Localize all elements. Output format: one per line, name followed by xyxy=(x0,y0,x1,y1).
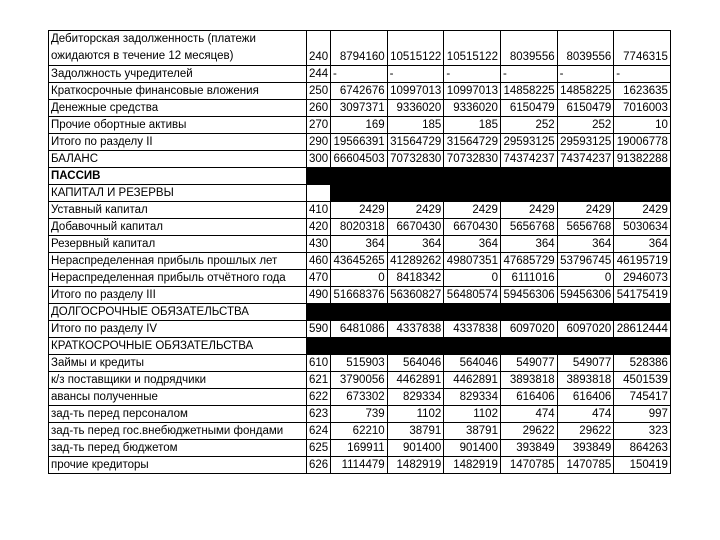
value-cell: 70732830 xyxy=(444,151,501,168)
value-cell: 829334 xyxy=(444,389,501,406)
value-cell: 8020318 xyxy=(331,219,388,236)
row-label: Прочие обортные активы xyxy=(49,117,307,134)
row-code: 290 xyxy=(307,134,331,151)
value-cell: 1102 xyxy=(444,406,501,423)
row-code: 626 xyxy=(307,457,331,474)
value-cell: 66604503 xyxy=(331,151,388,168)
value-cell: 4501539 xyxy=(614,372,671,389)
black-fill-cell xyxy=(331,168,671,185)
row-label: Займы и кредиты xyxy=(49,355,307,372)
row-code: 623 xyxy=(307,406,331,423)
table-row xyxy=(49,151,671,168)
section-title: КРАТКОСРОЧНЫЕ ОБЯЗАТЕЛЬСТВА xyxy=(49,338,307,355)
row-label: авансы полученные xyxy=(49,389,307,406)
value-cell: 47685729 xyxy=(500,253,557,270)
value-cell: 49807351 xyxy=(444,253,501,270)
table-row xyxy=(49,202,671,219)
value-cell: 2429 xyxy=(444,202,501,219)
value-cell: 1102 xyxy=(387,406,444,423)
value-cell: 364 xyxy=(614,236,671,253)
value-cell: 56360827 xyxy=(387,287,444,304)
section-title: КАПИТАЛ И РЕЗЕРВЫ xyxy=(49,185,307,202)
row-code: 622 xyxy=(307,389,331,406)
value-cell: 14858225 xyxy=(500,83,557,100)
row-label: Итого по разделу II xyxy=(49,134,307,151)
row-label: Итого по разделу IV xyxy=(49,321,307,338)
row-code: 470 xyxy=(307,270,331,287)
value-cell: 59456306 xyxy=(557,287,614,304)
row-code: 490 xyxy=(307,287,331,304)
table-row xyxy=(49,440,671,457)
value-cell: 4337838 xyxy=(444,321,501,338)
value-cell: 46195719 xyxy=(614,253,671,270)
value-cell: 1470785 xyxy=(557,457,614,474)
value-cell: 829334 xyxy=(387,389,444,406)
row-code: 260 xyxy=(307,100,331,117)
value-cell: 474 xyxy=(557,406,614,423)
value-cell: 3790056 xyxy=(331,372,388,389)
value-cell: 616406 xyxy=(500,389,557,406)
value-cell: 2429 xyxy=(614,202,671,219)
value-cell: 169911 xyxy=(331,440,388,457)
value-cell: 7746315 xyxy=(614,31,671,66)
row-label: Резервный капитал xyxy=(49,236,307,253)
value-cell: 549077 xyxy=(557,355,614,372)
value-cell: 6670430 xyxy=(387,219,444,236)
value-cell: 2429 xyxy=(500,202,557,219)
row-code: 420 xyxy=(307,219,331,236)
black-fill-cell xyxy=(331,338,671,355)
value-cell: 19566391 xyxy=(331,134,388,151)
row-label: Денежные средства xyxy=(49,100,307,117)
table-row xyxy=(49,134,671,151)
value-cell: 393849 xyxy=(557,440,614,457)
row-code: 244 xyxy=(307,66,331,83)
value-cell: 10997013 xyxy=(444,83,501,100)
black-fill-cell xyxy=(331,185,671,202)
row-label: зад-ть перед персоналом xyxy=(49,406,307,423)
value-cell: 364 xyxy=(331,236,388,253)
value-cell: 901400 xyxy=(387,440,444,457)
row-code: 590 xyxy=(307,321,331,338)
value-cell: 0 xyxy=(557,270,614,287)
value-cell: 185 xyxy=(387,117,444,134)
value-cell: 6097020 xyxy=(500,321,557,338)
value-cell: 6097020 xyxy=(557,321,614,338)
value-cell: 31564729 xyxy=(387,134,444,151)
table-row xyxy=(49,287,671,304)
row-code: 270 xyxy=(307,117,331,134)
value-cell: - xyxy=(500,66,557,83)
code-cell xyxy=(307,185,331,202)
value-cell: 74374237 xyxy=(500,151,557,168)
value-cell: 70732830 xyxy=(387,151,444,168)
value-cell: 564046 xyxy=(387,355,444,372)
table-row xyxy=(49,236,671,253)
value-cell: 673302 xyxy=(331,389,388,406)
table-row xyxy=(49,66,671,83)
value-cell: 59456306 xyxy=(500,287,557,304)
value-cell: 5656768 xyxy=(557,219,614,236)
row-label: Нераспределенная прибыль отчётного года xyxy=(49,270,307,287)
table-row xyxy=(49,83,671,100)
row-code: 460 xyxy=(307,253,331,270)
code-cell xyxy=(307,304,331,321)
value-cell: 1114479 xyxy=(331,457,388,474)
value-cell: 10 xyxy=(614,117,671,134)
value-cell: 38791 xyxy=(387,423,444,440)
value-cell: 10515122 xyxy=(387,31,444,66)
value-cell: 9336020 xyxy=(444,100,501,117)
value-cell: 1623635 xyxy=(614,83,671,100)
table-row xyxy=(49,372,671,389)
row-code: 300 xyxy=(307,151,331,168)
value-cell: 3893818 xyxy=(500,372,557,389)
value-cell: 2946073 xyxy=(614,270,671,287)
row-code: 610 xyxy=(307,355,331,372)
row-label: Дебиторская задолженность (платежи ожидаются в течение 12 месяцев) xyxy=(49,31,307,66)
value-cell: 864263 xyxy=(614,440,671,457)
value-cell: - xyxy=(387,66,444,83)
value-cell: 6670430 xyxy=(444,219,501,236)
value-cell: 150419 xyxy=(614,457,671,474)
value-cell: 169 xyxy=(331,117,388,134)
value-cell: 185 xyxy=(444,117,501,134)
value-cell: 29593125 xyxy=(500,134,557,151)
value-cell: 91382288 xyxy=(614,151,671,168)
value-cell: 8039556 xyxy=(500,31,557,66)
section-header-row xyxy=(49,304,671,321)
table-row xyxy=(49,406,671,423)
value-cell: 4462891 xyxy=(444,372,501,389)
row-code: 250 xyxy=(307,83,331,100)
value-cell: 62210 xyxy=(331,423,388,440)
value-cell: 528386 xyxy=(614,355,671,372)
value-cell: 745417 xyxy=(614,389,671,406)
value-cell: - xyxy=(614,66,671,83)
section-header-row xyxy=(49,338,671,355)
value-cell: 364 xyxy=(387,236,444,253)
value-cell: 6111016 xyxy=(500,270,557,287)
table-row xyxy=(49,100,671,117)
row-label: Краткосрочные финансовые вложения xyxy=(49,83,307,100)
value-cell: 616406 xyxy=(557,389,614,406)
value-cell: 29593125 xyxy=(557,134,614,151)
row-code: 621 xyxy=(307,372,331,389)
value-cell: 8794160 xyxy=(331,31,388,66)
value-cell: 6742676 xyxy=(331,83,388,100)
row-label: Итого по разделу III xyxy=(49,287,307,304)
value-cell: 38791 xyxy=(444,423,501,440)
value-cell: 6150479 xyxy=(500,100,557,117)
value-cell: 4337838 xyxy=(387,321,444,338)
table-row xyxy=(49,31,671,66)
value-cell: 364 xyxy=(500,236,557,253)
table-row xyxy=(49,117,671,134)
value-cell: - xyxy=(331,66,388,83)
value-cell: 1470785 xyxy=(500,457,557,474)
value-cell: 3893818 xyxy=(557,372,614,389)
table-row xyxy=(49,321,671,338)
value-cell: 8039556 xyxy=(557,31,614,66)
value-cell: 31564729 xyxy=(444,134,501,151)
row-code: 624 xyxy=(307,423,331,440)
section-header-row xyxy=(49,185,671,202)
value-cell: 6150479 xyxy=(557,100,614,117)
row-code: 240 xyxy=(307,31,331,66)
section-title: ДОЛГОСРОЧНЫЕ ОБЯЗАТЕЛЬСТВА xyxy=(49,304,307,321)
code-cell xyxy=(307,168,331,185)
value-cell: 3097371 xyxy=(331,100,388,117)
row-label: прочие кредиторы xyxy=(49,457,307,474)
row-label: Задолжность учредителей xyxy=(49,66,307,83)
code-cell xyxy=(307,338,331,355)
value-cell: 41289262 xyxy=(387,253,444,270)
value-cell: 19006778 xyxy=(614,134,671,151)
row-code: 625 xyxy=(307,440,331,457)
value-cell: 8418342 xyxy=(387,270,444,287)
table-row xyxy=(49,389,671,406)
value-cell: 9336020 xyxy=(387,100,444,117)
value-cell: 564046 xyxy=(444,355,501,372)
table-row xyxy=(49,219,671,236)
value-cell: 364 xyxy=(557,236,614,253)
row-label: Нераспределенная прибыль прошлых лет xyxy=(49,253,307,270)
value-cell: 739 xyxy=(331,406,388,423)
value-cell: 10515122 xyxy=(444,31,501,66)
value-cell: 7016003 xyxy=(614,100,671,117)
value-cell: 997 xyxy=(614,406,671,423)
value-cell: 515903 xyxy=(331,355,388,372)
value-cell: - xyxy=(557,66,614,83)
value-cell: 56480574 xyxy=(444,287,501,304)
value-cell: 6481086 xyxy=(331,321,388,338)
row-label: Уставный капитал xyxy=(49,202,307,219)
value-cell: - xyxy=(444,66,501,83)
table-row xyxy=(49,457,671,474)
value-cell: 53796745 xyxy=(557,253,614,270)
value-cell: 29622 xyxy=(557,423,614,440)
value-cell: 1482919 xyxy=(444,457,501,474)
value-cell: 323 xyxy=(614,423,671,440)
value-cell: 29622 xyxy=(500,423,557,440)
row-label: зад-ть перед бюджетом xyxy=(49,440,307,457)
value-cell: 74374237 xyxy=(557,151,614,168)
value-cell: 474 xyxy=(500,406,557,423)
value-cell: 54175419 xyxy=(614,287,671,304)
section-header-row xyxy=(49,168,671,185)
value-cell: 2429 xyxy=(557,202,614,219)
value-cell: 14858225 xyxy=(557,83,614,100)
balance-sheet-table xyxy=(48,30,671,474)
table-row xyxy=(49,270,671,287)
value-cell: 393849 xyxy=(500,440,557,457)
row-label: БАЛАНС xyxy=(49,151,307,168)
value-cell: 2429 xyxy=(331,202,388,219)
value-cell: 5030634 xyxy=(614,219,671,236)
row-label: зад-ть перед гос.внебюджетными фондами xyxy=(49,423,307,440)
value-cell: 51668376 xyxy=(331,287,388,304)
section-title: ПАССИВ xyxy=(49,168,307,185)
value-cell: 252 xyxy=(557,117,614,134)
value-cell: 1482919 xyxy=(387,457,444,474)
balance-sheet-body xyxy=(49,31,671,474)
value-cell: 0 xyxy=(331,270,388,287)
table-row xyxy=(49,423,671,440)
value-cell: 28612444 xyxy=(614,321,671,338)
value-cell: 0 xyxy=(444,270,501,287)
row-code: 410 xyxy=(307,202,331,219)
black-fill-cell xyxy=(331,304,671,321)
value-cell: 252 xyxy=(500,117,557,134)
table-row xyxy=(49,253,671,270)
value-cell: 2429 xyxy=(387,202,444,219)
row-code: 430 xyxy=(307,236,331,253)
value-cell: 43645265 xyxy=(331,253,388,270)
value-cell: 10997013 xyxy=(387,83,444,100)
value-cell: 549077 xyxy=(500,355,557,372)
row-label: Добавочный капитал xyxy=(49,219,307,236)
value-cell: 364 xyxy=(444,236,501,253)
table-row xyxy=(49,355,671,372)
value-cell: 901400 xyxy=(444,440,501,457)
value-cell: 5656768 xyxy=(500,219,557,236)
value-cell: 4462891 xyxy=(387,372,444,389)
row-label: к/з поставщики и подрядчики xyxy=(49,372,307,389)
